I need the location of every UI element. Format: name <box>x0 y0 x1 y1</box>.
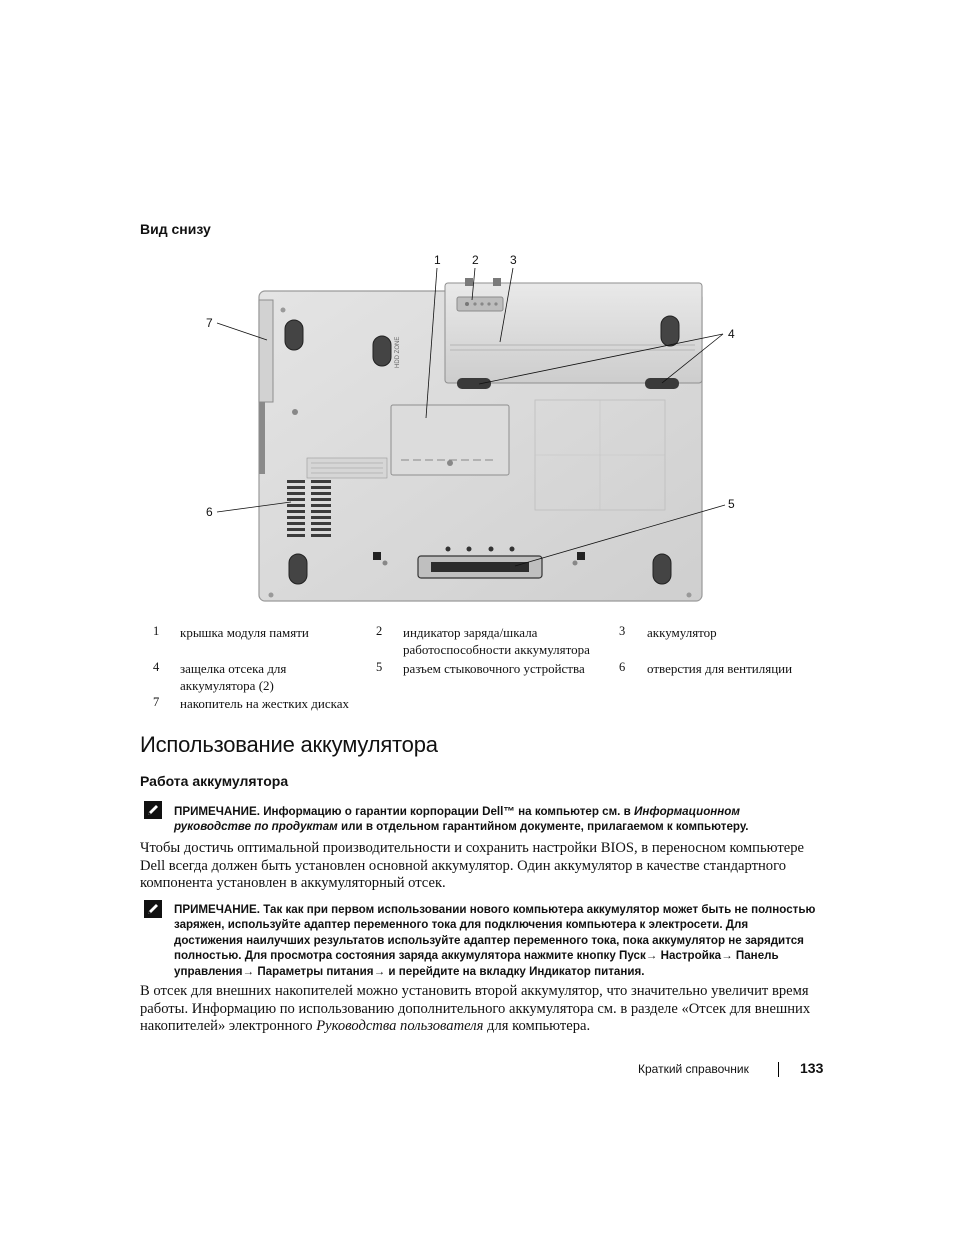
hdd-zone-label: HDD ZONE <box>395 336 401 368</box>
legend-num-1: 1 <box>153 624 160 638</box>
section-title: Вид снизу <box>140 221 211 237</box>
legend-num-5: 5 <box>376 660 383 674</box>
note-pencil-icon <box>144 900 162 918</box>
rubber-foot <box>653 554 671 584</box>
callout-2: 2 <box>472 253 479 267</box>
rubber-foot <box>661 316 679 346</box>
callout-6: 6 <box>206 505 213 519</box>
note-ac-adapter: ПРИМЕЧАНИЕ. Так как при первом использовании нового компьютера аккумулятор может быть не полностью заряжен, используйте адаптер переменного тока для подключения компьютера к электросети. Для достижения наилучших результатов используйте адаптер переменного тока, пока аккумулятор не зарядится полностью. Для просмотра состояния заряда аккумулятора нажмите кнопку Пуск→ Настройка→ Панель управления→ Параметры питания→ и перейдите на вкладку Индикатор питания. <box>174 903 816 978</box>
laptop-bottom-view-figure <box>195 250 755 610</box>
legend-text-3: аккумулятор <box>647 625 717 640</box>
legend-text-6: отверстия для вентиляции <box>647 661 793 676</box>
callout-3: 3 <box>510 253 517 267</box>
battery-latch <box>645 378 679 389</box>
callout-7: 7 <box>206 316 213 330</box>
legend-num-3: 3 <box>619 624 626 638</box>
callout-4: 4 <box>728 327 735 341</box>
paragraph-second-battery: В отсек для внешних накопителей можно установить второй аккумулятор, что значительно увеличит время работы. Информацию по использованию дополнительного аккумулятора см. в разделе «Отсек для внешних накопителей» электронного Руководства пользователя для компьютера. <box>140 983 811 1035</box>
rubber-foot <box>289 554 307 584</box>
legend-num-2: 2 <box>376 624 383 638</box>
legend-num-7: 7 <box>153 695 160 709</box>
note-warranty: ПРИМЕЧАНИЕ. Информацию о гарантии корпорации Dell™ на компьютер см. в Информационном руководстве по продуктам или в отдельном гарантийном документе, прилагаемом к компьютеру. <box>174 805 749 834</box>
callout-1: 1 <box>434 253 441 267</box>
callout-5: 5 <box>728 497 735 511</box>
note-pencil-icon <box>144 801 162 819</box>
footer-label: Краткий справочник <box>638 1062 749 1076</box>
battery-latch <box>457 378 491 389</box>
heading-battery-usage: Использование аккумулятора <box>140 732 438 757</box>
footer-separator <box>778 1062 779 1077</box>
legend-num-6: 6 <box>619 660 626 674</box>
heading-battery-operation: Работа аккумулятора <box>140 773 289 789</box>
note-label: ПРИМЕЧАНИЕ. <box>174 805 260 818</box>
rubber-foot <box>373 336 391 366</box>
legend-text-7: накопитель на жестких дисках <box>180 696 349 711</box>
hard-drive-bay <box>259 300 273 402</box>
legend-num-4: 4 <box>153 660 160 674</box>
side-edge <box>259 402 265 474</box>
page-number: 133 <box>800 1060 824 1076</box>
battery-tab <box>493 278 501 286</box>
battery-tab <box>465 278 473 286</box>
legend-text-5: разъем стыковочного устройства <box>403 661 585 676</box>
legend-text-4: защелка отсека для аккумулятора (2) <box>180 661 287 693</box>
paragraph-main-battery: Чтобы достичь оптимальной производительности и сохранить настройки BIOS, в переносном компьютере Dell всегда должен быть установлен основной аккумулятор. Один аккумулятор в качестве стандартного компонента установлен в аккумуляторный отсек. <box>140 840 804 892</box>
note-label: ПРИМЕЧАНИЕ. <box>174 903 260 916</box>
rubber-foot <box>285 320 303 350</box>
legend-text-1: крышка модуля памяти <box>180 625 309 640</box>
legend-text-2: индикатор заряда/шкала работоспособности аккумулятора <box>403 625 590 657</box>
